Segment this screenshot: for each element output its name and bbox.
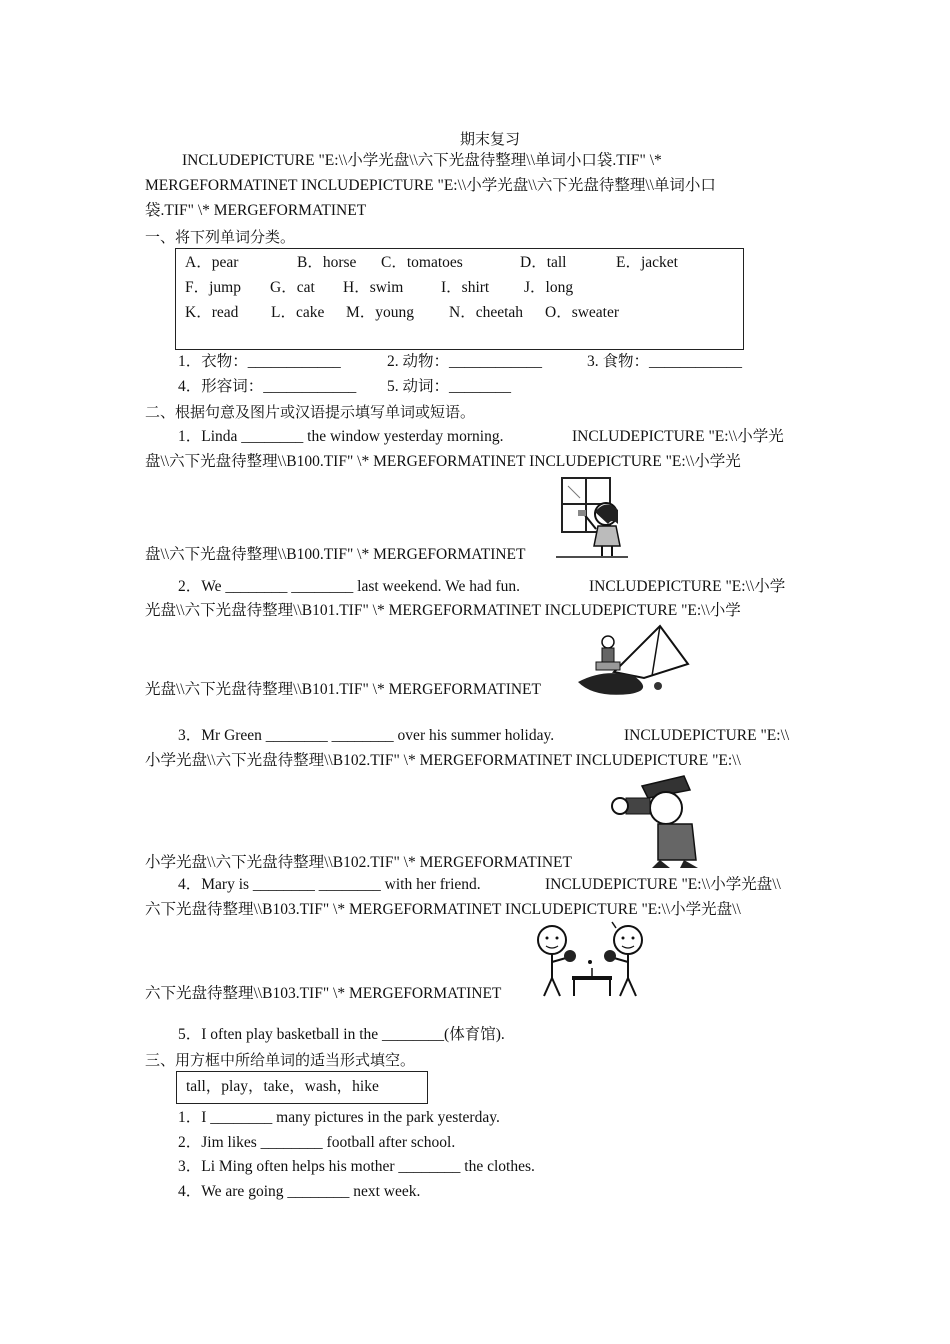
word-option: J．long [524, 279, 574, 296]
word-option: D．tall [520, 254, 567, 271]
word-option: O．sweater [545, 304, 620, 321]
intro-line-1: INCLUDEPICTURE "E:\\小学光盘\\六下光盘待整理\\单词小口袋.TIF" \* [182, 152, 662, 169]
word-option: K．read [185, 304, 239, 321]
q4-line-1a: 4．Mary is ________ ________ with her friend. [178, 876, 481, 893]
q4-line-1b: INCLUDEPICTURE "E:\\小学光盘\\ [545, 876, 781, 893]
word-options-box [175, 248, 744, 350]
table-tennis-illustration [528, 918, 652, 1000]
q1-line-1a: 1．Linda ________ the window yesterday morning. [178, 428, 504, 445]
intro-line-3: 袋.TIF" \* MERGEFORMATINET [145, 202, 367, 219]
section2-heading: 二、根据句意及图片或汉语提示填写单词或短语。 [145, 403, 476, 421]
q4-line-2: 六下光盘待整理\\B103.TIF" \* MERGEFORMATINET INCLUDEPICTURE "E:\\小学光盘\\ [145, 901, 741, 918]
word-option: I．shirt [441, 279, 490, 296]
girl-cleaning-window-illustration [556, 474, 630, 560]
word-option: E．jacket [616, 254, 678, 271]
s3-item-2: 2．Jim likes ________ football after school. [178, 1134, 456, 1151]
section1-heading: 一、将下列单词分类。 [145, 228, 296, 246]
word-option: A．pear [185, 254, 239, 271]
section3-heading: 三、用方框中所给单词的适当形式填空。 [145, 1051, 416, 1069]
q2-line-1b: INCLUDEPICTURE "E:\\小学 [589, 578, 786, 595]
q3-line-1b: INCLUDEPICTURE "E:\\ [624, 727, 790, 744]
s3-item-3: 3．Li Ming often helps his mother ________ the clothes. [178, 1158, 535, 1175]
intro-line-2: MERGEFORMATINET INCLUDEPICTURE "E:\\小学光盘\\六下光盘待整理\\单词小口 [145, 177, 716, 194]
category-animals: 2. 动物：____________ [387, 353, 543, 370]
q5-line: 5．I often play basketball in the ________(体育馆). [178, 1026, 505, 1043]
q1-line-1b: INCLUDEPICTURE "E:\\小学光 [572, 428, 784, 445]
word-option: C．tomatoes [381, 254, 463, 271]
word-bank-text: tall，play，take，wash，hike [186, 1078, 379, 1095]
q1-line-3: 盘\\六下光盘待整理\\B100.TIF" \* MERGEFORMATINET [145, 546, 526, 563]
page-title: 期末复习 [459, 130, 520, 148]
q2-line-1a: 2．We ________ ________ last weekend. We had fun. [178, 578, 521, 595]
q3-line-1a: 3．Mr Green ________ ________ over his summer holiday. [178, 727, 555, 744]
category-verbs: 5. 动词：________ [387, 378, 512, 395]
category-adjectives: 4．形容词：____________ [178, 378, 357, 395]
word-option: N．cheetah [449, 304, 524, 321]
word-option: G．cat [270, 279, 315, 296]
q2-line-2: 光盘\\六下光盘待整理\\B101.TIF" \* MERGEFORMATINET INCLUDEPICTURE "E:\\小学 [145, 602, 741, 619]
word-option: F．jump [185, 279, 241, 296]
camping-tent-illustration [574, 620, 692, 698]
word-bank-box [176, 1071, 428, 1104]
q4-line-3: 六下光盘待整理\\B103.TIF" \* MERGEFORMATINET [145, 985, 502, 1002]
q3-line-3: 小学光盘\\六下光盘待整理\\B102.TIF" \* MERGEFORMATINET [145, 854, 572, 871]
man-with-camera-illustration [608, 772, 700, 870]
category-food: 3. 食物：____________ [587, 353, 743, 370]
s3-item-4: 4．We are going ________ next week. [178, 1183, 421, 1200]
q1-line-2: 盘\\六下光盘待整理\\B100.TIF" \* MERGEFORMATINET INCLUDEPICTURE "E:\\小学光 [145, 453, 741, 470]
word-option: H．swim [343, 279, 404, 296]
word-option: L．cake [271, 304, 325, 321]
word-option: M．young [346, 304, 415, 321]
category-clothes: 1．衣物：____________ [178, 353, 341, 370]
word-option: B．horse [297, 254, 357, 271]
q3-line-2: 小学光盘\\六下光盘待整理\\B102.TIF" \* MERGEFORMATINET INCLUDEPICTURE "E:\\ [145, 752, 741, 769]
q2-line-3: 光盘\\六下光盘待整理\\B101.TIF" \* MERGEFORMATINET [145, 681, 541, 698]
s3-item-1: 1．I ________ many pictures in the park yesterday. [178, 1109, 500, 1126]
